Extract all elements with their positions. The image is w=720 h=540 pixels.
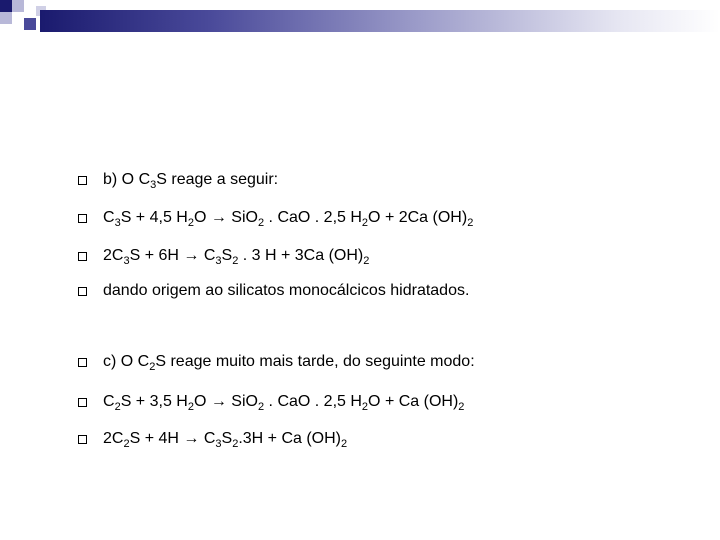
decor-square bbox=[0, 12, 12, 24]
subscript: 3 bbox=[114, 217, 121, 229]
bullet-text: $2C_2S + 4H \to C_3S_2.3H + Ca$ $(OH)_2$ bbox=[103, 430, 348, 450]
header-gradient-bar bbox=[40, 10, 720, 32]
subscript: 2 bbox=[123, 438, 130, 450]
checkbox-bullet-icon bbox=[78, 252, 87, 261]
subscript: 2 bbox=[257, 401, 265, 413]
subscript: 2 bbox=[467, 217, 474, 229]
subscript: 3 bbox=[123, 255, 130, 267]
subscript: 2 bbox=[257, 217, 265, 229]
subscript: 3 bbox=[215, 255, 222, 267]
bullet-text: $C_3S + 4,5$ $H_2O \to SiO_2$ . CaO . 2,5 $H_2O + 2Ca$ $(OH)_2$ bbox=[103, 209, 474, 229]
subscript: 2 bbox=[187, 401, 194, 413]
subscript: 2 bbox=[363, 255, 370, 267]
bullet-text: c) O $C_2S$ reage muito mais tarde, do seguinte modo: bbox=[103, 353, 475, 373]
subscript: 2 bbox=[341, 438, 348, 450]
bullet-item bbox=[78, 352, 475, 372]
bullet-text: $2C_3S + 6H \to C_3S_2$ . 3 H + 3Ca $(OH)_2$ bbox=[103, 247, 370, 267]
bullet-item bbox=[78, 170, 278, 190]
checkbox-bullet-icon bbox=[78, 358, 87, 367]
decor-square bbox=[12, 0, 24, 12]
bullet-item bbox=[78, 208, 473, 228]
bullet-item bbox=[78, 281, 469, 301]
bullet-item bbox=[78, 392, 464, 412]
bullet-text: $C_2S + 3,5$ $H_2O \to SiO_2$ . CaO . 2,5 $H_2O + Ca$ $(OH)_2$ bbox=[103, 393, 465, 413]
subscript: 2 bbox=[361, 217, 369, 229]
checkbox-bullet-icon bbox=[78, 398, 87, 407]
bullet-text: dando origem ao silicatos monocálcicos hidratados. bbox=[103, 282, 470, 299]
checkbox-bullet-icon bbox=[78, 214, 87, 223]
checkbox-bullet-icon bbox=[78, 435, 87, 444]
subscript: 2 bbox=[114, 401, 121, 413]
subscript: 2 bbox=[361, 401, 369, 413]
bullet-item bbox=[78, 429, 347, 449]
subscript: 2 bbox=[232, 438, 239, 450]
subscript: 3 bbox=[150, 179, 157, 191]
checkbox-bullet-icon bbox=[78, 287, 87, 296]
subscript: 2 bbox=[149, 361, 156, 373]
subscript: 2 bbox=[187, 217, 194, 229]
subscript: 2 bbox=[232, 255, 239, 267]
decor-square bbox=[0, 0, 12, 12]
decor-square bbox=[24, 18, 36, 30]
subscript: 3 bbox=[215, 438, 222, 450]
subscript: 2 bbox=[458, 401, 465, 413]
bullet-text: b) O $C_3S$ reage a seguir: bbox=[103, 171, 279, 191]
checkbox-bullet-icon bbox=[78, 176, 87, 185]
bullet-item bbox=[78, 246, 369, 266]
